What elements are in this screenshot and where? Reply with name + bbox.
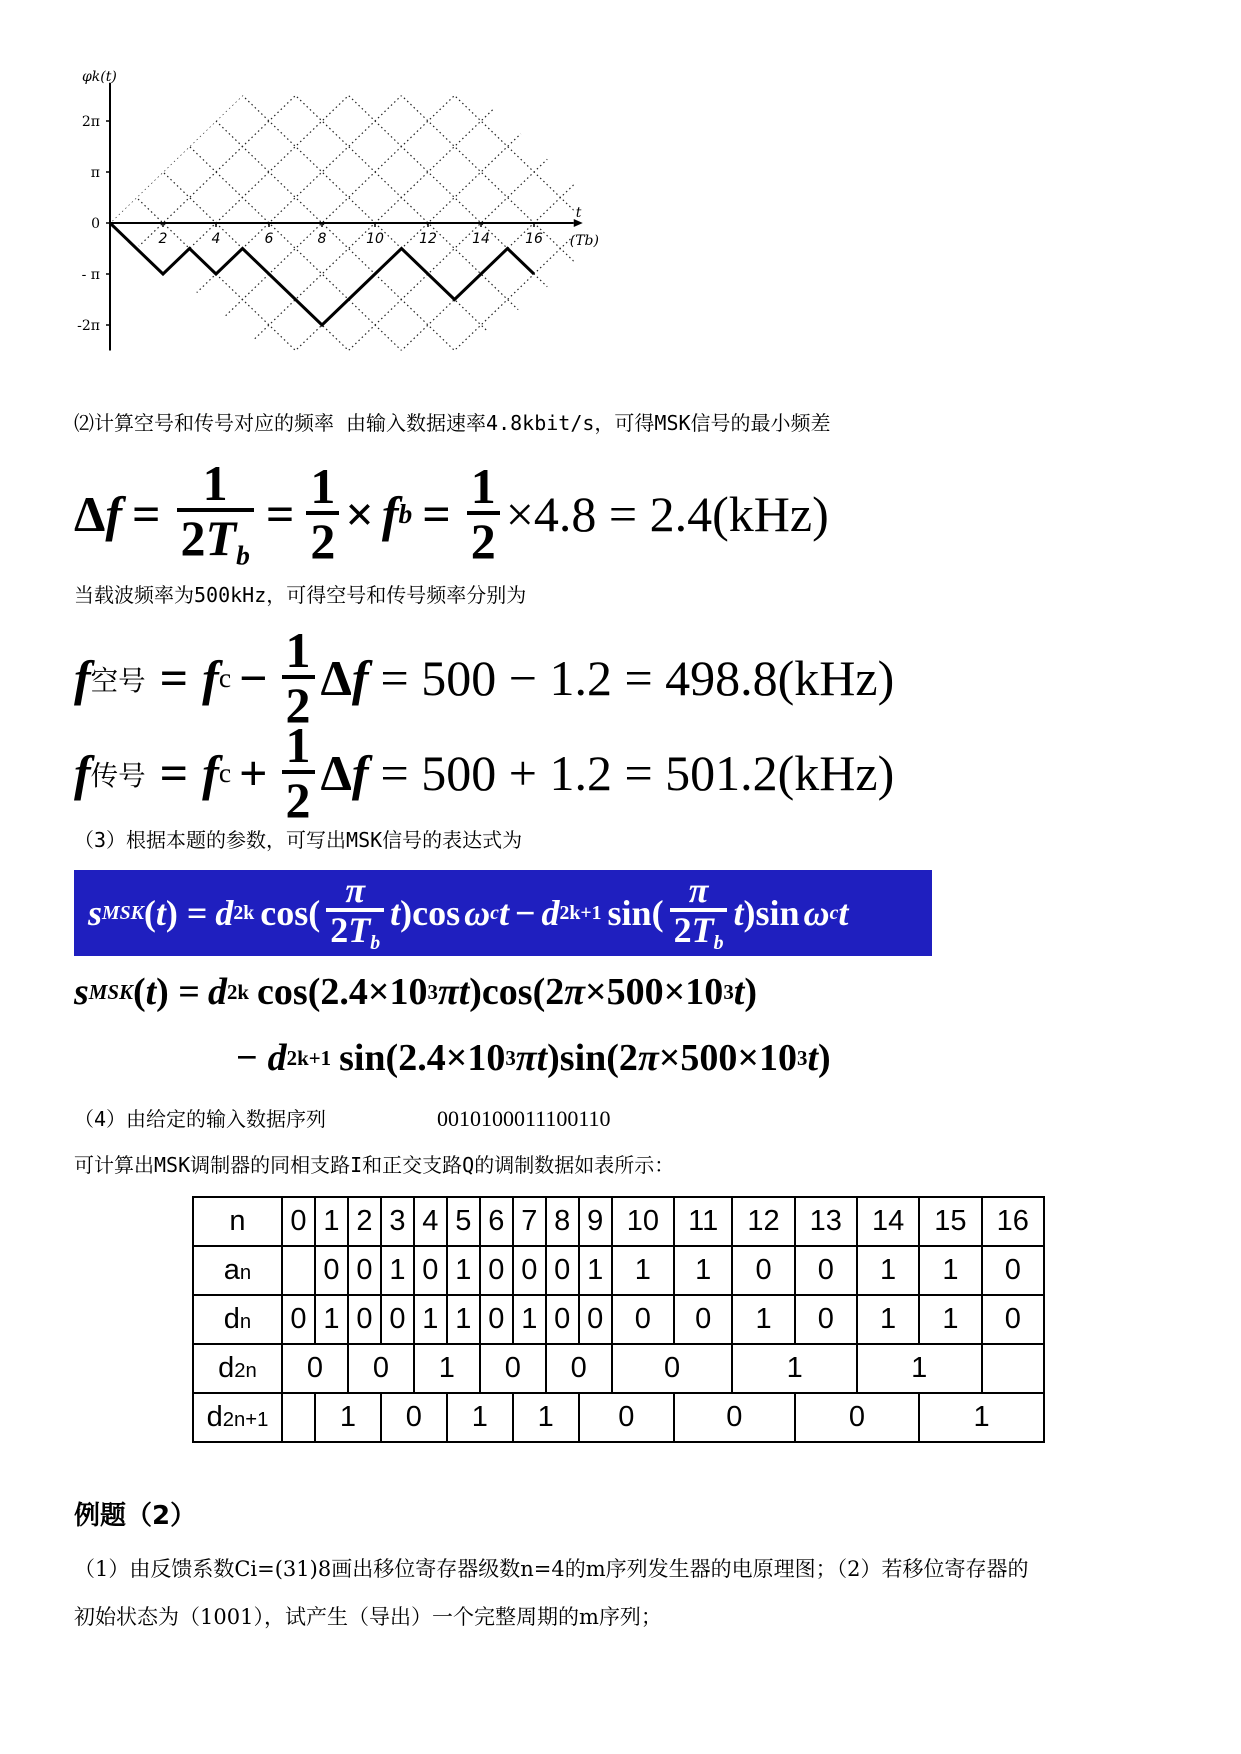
- row-label-dn: dn: [193, 1295, 282, 1344]
- grid-line: [57, 0, 640, 121]
- table-cell: 0: [546, 1295, 579, 1344]
- table-cell: 0: [982, 1295, 1044, 1344]
- table-cell: 0: [480, 1246, 513, 1295]
- y-tick-label: π: [90, 165, 100, 181]
- grid-line: [57, 0, 640, 325]
- table-cell: [282, 1393, 315, 1442]
- grid-line: [57, 0, 640, 223]
- x-tick-label: 8: [317, 231, 327, 247]
- table-cell: [982, 1344, 1044, 1393]
- table-cell: 1: [857, 1295, 919, 1344]
- table-cell: 4: [414, 1197, 447, 1246]
- table-cell: 0: [612, 1295, 674, 1344]
- x-tick-label: 16: [525, 231, 543, 247]
- y-tick-label: 0: [91, 216, 100, 232]
- grid-line: [57, 0, 640, 274]
- grid-line: [57, 0, 640, 223]
- table-cell: 14: [857, 1197, 919, 1246]
- row-label-n: n: [193, 1197, 282, 1246]
- table-cell: 0: [612, 1344, 733, 1393]
- table-cell: 0: [282, 1295, 315, 1344]
- table-cell: 1: [447, 1295, 480, 1344]
- x-tick-label: 4: [211, 231, 221, 247]
- row-label-an: an: [193, 1246, 282, 1295]
- table-cell: 1: [919, 1246, 981, 1295]
- row-label-d2n1: d2n+1: [193, 1393, 282, 1442]
- table-cell: 0: [546, 1246, 579, 1295]
- x-axis-unit: (Tb): [569, 233, 599, 249]
- grid-line: [57, 0, 640, 478]
- table-cell: 0: [674, 1393, 795, 1442]
- grid-line: [57, 0, 640, 427]
- table-cell: 3: [381, 1197, 414, 1246]
- table-cell: 1: [513, 1393, 579, 1442]
- grid-line: [57, 0, 640, 529]
- table-cell: 0: [579, 1393, 674, 1442]
- table-cell: 0: [480, 1344, 546, 1393]
- table-cell: 0: [795, 1393, 920, 1442]
- table-row-an: [193, 1246, 1044, 1295]
- example-line-1: （1）由反馈系数Ci=(31)8画出移位寄存器级数n=4的m序列发生器的电原理图；（2）若移位寄存器的: [74, 1557, 1029, 1581]
- table-cell: 0: [579, 1295, 612, 1344]
- equation-msk-specific-line1: s MSK ( t ) = d 2k cos(2.4×10 3 πt )cos(2 π ×500×10 3 t ): [74, 971, 757, 1013]
- table-cell: 0: [982, 1246, 1044, 1295]
- table-cell: 10: [612, 1197, 674, 1246]
- table-cell: 1: [381, 1246, 414, 1295]
- table-cell: 1: [732, 1344, 857, 1393]
- table-cell: 1: [857, 1344, 982, 1393]
- table-cell: 0: [795, 1295, 857, 1344]
- table-cell: 1: [857, 1246, 919, 1295]
- table-cell: 2: [348, 1197, 381, 1246]
- table-cell: 0: [282, 1344, 348, 1393]
- table-cell: 1: [579, 1246, 612, 1295]
- grid-line: [57, 0, 640, 529]
- table-cell: 6: [480, 1197, 513, 1246]
- table-row-dn: [193, 1295, 1044, 1344]
- table-cell: 0: [513, 1246, 546, 1295]
- table-cell: 16: [982, 1197, 1044, 1246]
- table-cell: 9: [579, 1197, 612, 1246]
- table-cell: 0: [381, 1393, 447, 1442]
- table-cell: 0: [282, 1197, 315, 1246]
- table-cell: 1: [447, 1393, 513, 1442]
- input-data-sequence: 0010100011100110: [437, 1106, 611, 1131]
- msk-data-table: [192, 1196, 1045, 1443]
- y-axis-label: φk(t): [82, 68, 117, 85]
- table-cell: 8: [546, 1197, 579, 1246]
- phase-trajectory-chart: [77, 68, 640, 405]
- x-tick-label: 14: [472, 231, 490, 247]
- table-cell: 1: [732, 1295, 794, 1344]
- table-cell: 0: [348, 1344, 414, 1393]
- table-cell: 0: [480, 1295, 513, 1344]
- paragraph-4-intro: （4）由给定的输入数据序列: [74, 1107, 327, 1131]
- table-cell: 0: [414, 1246, 447, 1295]
- row-label-d2n: d2n: [193, 1344, 282, 1393]
- x-tick-label: 2: [158, 231, 168, 247]
- grid-line: [57, 0, 640, 121]
- grid-line: [57, 0, 640, 19]
- table-cell: 0: [732, 1246, 794, 1295]
- table-cell: 0: [546, 1344, 612, 1393]
- equation-f-mark: f 传号 = f c + $\frac{1}{2}$ Δ f = 500 + 1.2 = 501.2(kHz): [74, 717, 895, 828]
- table-cell: 1: [315, 1393, 381, 1442]
- grid-line: [57, 0, 640, 478]
- table-cell: 12: [732, 1197, 794, 1246]
- x-tick-label: 10: [366, 231, 384, 247]
- table-cell: 1: [919, 1393, 1044, 1442]
- equation-msk-specific-line2: − d 2k+1 sin(2.4×10 3 πt )sin(2 π ×500×10 3 t ): [236, 1037, 831, 1079]
- grid-line: [57, 0, 640, 172]
- table-cell: 1: [414, 1344, 480, 1393]
- grid-line: [57, 0, 640, 325]
- equation-delta-f: Δ f = $\frac{1}{2T_b}$ = $\frac{1}{2}$ × f b = $\frac{1}{2}$ ×4.8 = 2.4(kHz): [74, 455, 829, 571]
- y-tick-label: 2π: [81, 114, 100, 130]
- grid-line: [57, 0, 640, 70]
- x-tick-label: 12: [419, 231, 437, 247]
- grid-line: [57, 0, 640, 427]
- table-cell: 0: [315, 1246, 348, 1295]
- table-row-d2n: [193, 1344, 1044, 1393]
- table-cell: 0: [674, 1295, 732, 1344]
- table-cell: 0: [348, 1246, 381, 1295]
- grid-line: [57, 0, 640, 19]
- grid-line: [57, 0, 640, 274]
- table-cell: 0: [795, 1246, 857, 1295]
- equation-f-space: f 空号 = f c − $\frac{1}{2}$ Δ f = 500 − 1.2 = 498.8(kHz): [74, 622, 895, 733]
- x-axis-label: t: [575, 205, 582, 221]
- paragraph-table-intro: 可计算出MSK调制器的同相支路I和正交支路Q的调制数据如表所示：: [74, 1153, 675, 1177]
- table-cell: 13: [795, 1197, 857, 1246]
- table-cell: 1: [447, 1246, 480, 1295]
- grid-line: [57, 0, 640, 172]
- equation-msk-general: s MSK ( t ) = d 2k cos( $\frac{\pi}{2T_b}$ t )cos ω c t − d 2k+1 sin( $\frac{\pi}{2T_b}$ t )sin ω c t: [74, 870, 932, 956]
- x-tick-label: 6: [264, 231, 274, 247]
- table-row-d2n1: [193, 1393, 1044, 1442]
- table-row-n: [193, 1197, 1044, 1246]
- table-cell: 5: [447, 1197, 480, 1246]
- grid-line: [57, 0, 640, 70]
- paragraph-3-intro: （3）根据本题的参数，可写出MSK信号的表达式为: [74, 828, 523, 852]
- table-cell: 1: [315, 1197, 348, 1246]
- table-cell: 1: [919, 1295, 981, 1344]
- paragraph-2-intro: ⑵计算空号和传号对应的频率 由输入数据速率4.8kbit/s，可得MSK信号的最小频差: [74, 411, 831, 435]
- y-tick-label: - π: [81, 267, 100, 283]
- table-cell: 15: [919, 1197, 981, 1246]
- table-cell: 7: [513, 1197, 546, 1246]
- table-cell: 1: [315, 1295, 348, 1344]
- grid-line: [57, 0, 640, 376]
- table-cell: 1: [674, 1246, 732, 1295]
- table-cell: 1: [513, 1295, 546, 1344]
- example-heading: 例题（2）: [74, 1501, 197, 1531]
- paragraph-carrier: 当载波频率为500kHz，可得空号和传号频率分别为: [74, 583, 527, 607]
- table-cell: 11: [674, 1197, 732, 1246]
- table-cell: [282, 1246, 315, 1295]
- table-cell: 0: [348, 1295, 381, 1344]
- table-cell: 1: [612, 1246, 674, 1295]
- table-cell: 1: [414, 1295, 447, 1344]
- example-line-2: 初始状态为（1001），试产生（导出）一个完整周期的m序列；: [74, 1605, 662, 1629]
- table-cell: 0: [381, 1295, 414, 1344]
- grid-line: [57, 0, 640, 376]
- y-tick-label: -2π: [77, 318, 100, 334]
